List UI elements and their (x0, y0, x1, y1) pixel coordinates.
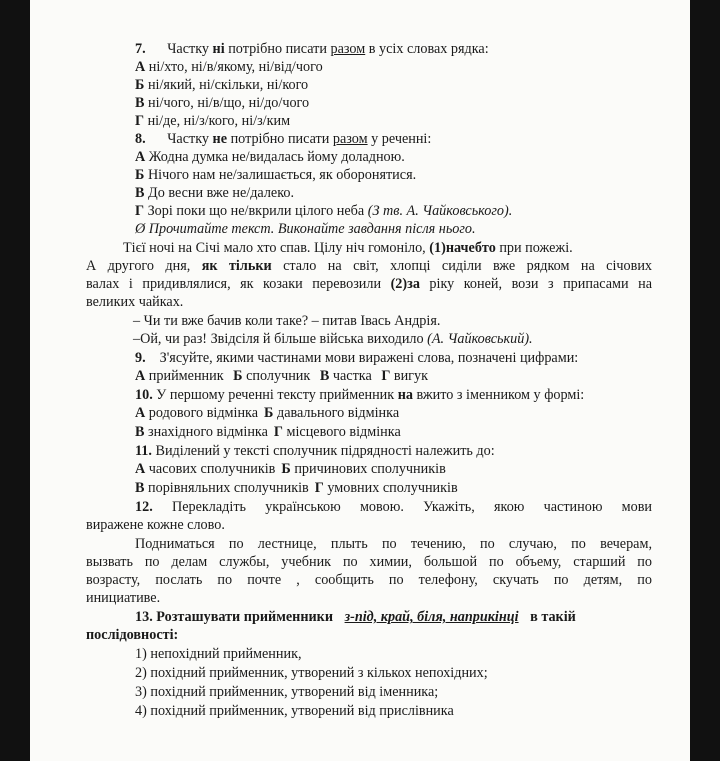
russian-line-4: инициативе. (86, 590, 161, 606)
q13-prepositions: з-під, край, біля, наприкінці (344, 609, 519, 625)
q13-heading: 13. Розташувати прийменники з-під, край, біля, наприкінці в такій (135, 609, 576, 625)
q11-heading: 11. Виділений у тексті сполучник підрядності належить до: (135, 443, 495, 459)
russian-line-2: вызвать по делам службы, учебник по химии, большой по объему, старший по (86, 554, 652, 570)
passage-dialogue-1: – Чи ти вже бачив коли таке? – питав Івась Андрія. (133, 313, 441, 329)
q8-number: 8. (135, 131, 146, 147)
q7-number: 7. (135, 41, 146, 57)
q13-item-3: 3) похідний прийменник, утворений від іменника; (135, 684, 439, 700)
q7-heading: 7. Частку ні потрібно писати разом в усіх словах рядка: (135, 41, 489, 57)
task-intro: Ø Прочитайте текст. Виконайте завдання після нього. (135, 221, 476, 237)
russian-line-3: возрасту, послать по почте , сообщить по телефону, скучать по детям, по (86, 572, 652, 588)
passage-line-3: валах і придивлялися, як козаки перевозили (2)за ріку коней, вози з припасами на (86, 276, 652, 292)
q8-option-a: А Жодна думка не/видалась йому доладною. (135, 149, 405, 165)
document-page (30, 0, 690, 761)
passage-line-1: Тієї ночі на Січі мало хто спав. Цілу ніч гомоніло, (1)начебто при пожежі. (123, 240, 573, 256)
q7-option-a: А ні/хто, ні/в/якому, ні/від/чого (135, 59, 323, 75)
highlight-word-2: за (407, 276, 420, 292)
passage-source: (А. Чайковський). (427, 331, 533, 347)
q9-heading: 9. З'ясуйте, якими частинами мови виражені слова, позначені цифрами: (135, 350, 579, 366)
q10-options-row2: В знахідного відмінка Г місцевого відмінка (135, 424, 401, 440)
q8-option-d: Г Зорі поки що не/вкрили цілого неба (З тв. А. Чайковського). (135, 203, 513, 219)
q7-option-d: Г ні/де, ні/з/кого, ні/з/ким (135, 113, 291, 129)
q13-item-4: 4) похідний прийменник, утворений від прислівника (135, 703, 454, 719)
q11-options-row2: В порівняльних сполучників Г умовних сполучників (135, 480, 458, 496)
russian-line-1: Подниматься по лестнице, плыть по течению, по случаю, по вечерам, (135, 536, 652, 552)
q13-item-2: 2) похідний прийменник, утворений з кількох непохідних; (135, 665, 488, 681)
passage-dialogue-2: –Ой, чи раз! Звідсіля й більше війська виходило (А. Чайковський). (133, 331, 533, 347)
q8-option-b: Б Нічого нам не/залишається, як оборонятися. (135, 167, 417, 183)
q10-heading: 10. У першому реченні тексту прийменник на вжито з іменником у формі: (135, 387, 585, 403)
q8-heading: 8. Частку не потрібно писати разом у реченні: (135, 131, 432, 147)
passage-line-4: великих чайках. (86, 294, 184, 310)
q13-item-1: 1) непохідний прийменник, (135, 646, 302, 662)
q12-line-2: виражене кожне слово. (86, 517, 225, 533)
q11-options-row1: А часових сполучників Б причинових сполучників (135, 461, 446, 477)
marker-2: (2) (390, 276, 408, 292)
q12-line-1: 12. Перекладіть українською мовою. Укажіть, якою частиною мови (135, 499, 652, 515)
q7-option-c: В ні/чого, ні/в/що, ні/до/чого (135, 95, 310, 111)
q13-heading-cont: послідовності: (86, 627, 179, 643)
passage-line-2: А другого дня, як тільки стало на світ, хлопці сиділи вже рядком на січових (86, 258, 652, 274)
highlight-conjunction: як тільки (201, 258, 272, 274)
marker-1: (1) (429, 240, 446, 256)
highlight-word-1: начебто (445, 240, 496, 256)
q7-option-b: Б ні/який, ні/скільки, ні/кого (135, 77, 309, 93)
q9-options: А прийменник Б сполучник В частка Г вигук (135, 368, 428, 384)
q10-options-row1: А родового відмінка Б давального відмінка (135, 405, 400, 421)
q8-source: (З тв. А. Чайковського). (367, 203, 513, 219)
q8-option-c: В До весни вже не/далеко. (135, 185, 295, 201)
